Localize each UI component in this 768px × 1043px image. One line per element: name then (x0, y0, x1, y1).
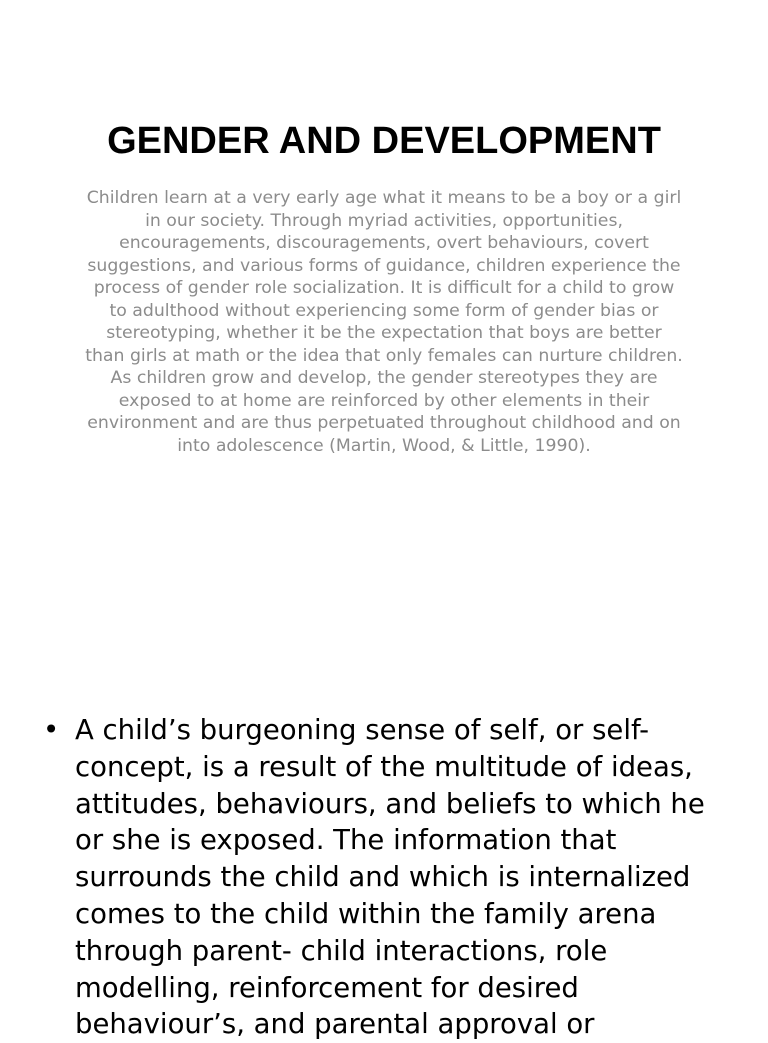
bullet-item (43, 712, 743, 1043)
slide-subtitle: Children learn at a very early age what it means to be a boy or a girl in our society. Through myriad activities, opportunities, encouragements, discouragements, overt behaviours, covert suggestions, and various forms of guidance, children experience the process of gender role socialization. It is difficult for a child to grow to adulthood without experiencing some form of gender bias or stereotyping, whether it be the expectation that boys are better than girls at math or the idea that only females can nurture children. As children grow and develop, the gender stereotypes they are exposed to at home are reinforced by other elements in their environment and are thus perpetuated throughout childhood and on into adolescence (Martin, Wood, & Little, 1990). (85, 188, 683, 456)
slide-title: GENDER AND DEVELOPMENT (107, 120, 661, 162)
bullet-marker: • (43, 714, 60, 746)
content-slide (0, 700, 768, 1041)
bullet-text: A child’s burgeoning sense of self, or self-concept, is a result of the multitude of ideas, attitudes, behaviours, and beliefs to which he or she is exposed. The information that surrounds the child and which is internalized comes to the child within the family arena through parent- child interactions, role modelling, reinforcement for desired behaviour’s, and parental approval or (75, 714, 705, 1041)
